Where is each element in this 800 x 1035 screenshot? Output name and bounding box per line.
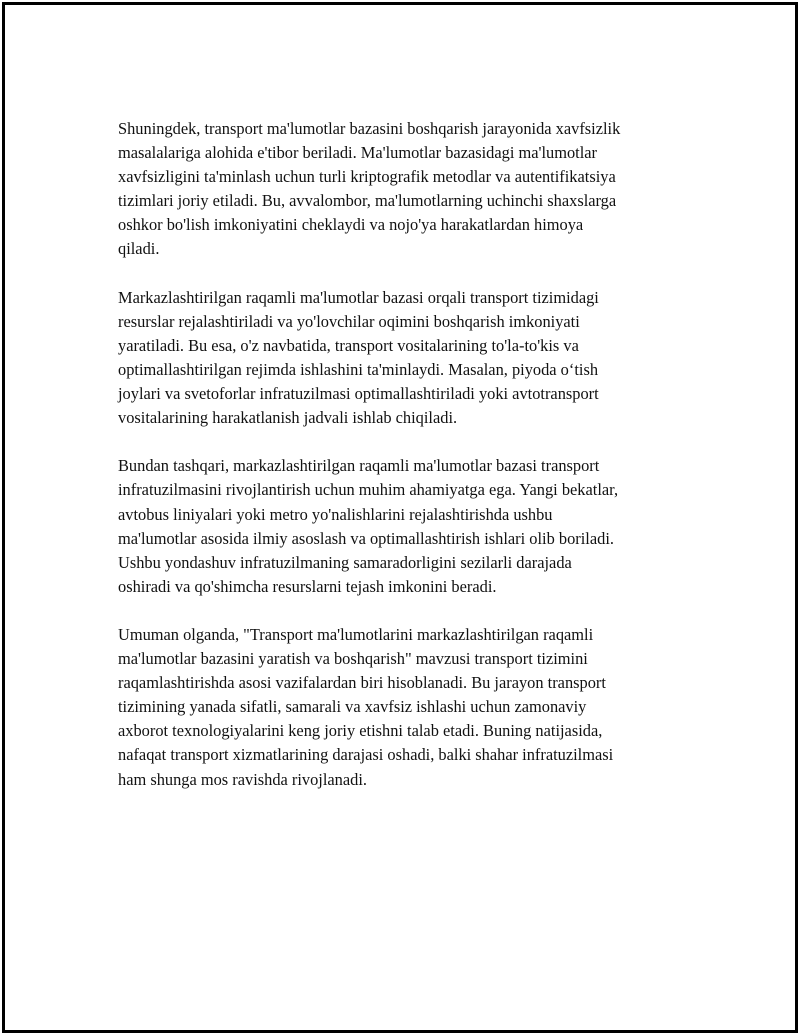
paragraph-security: Shuningdek, transport ma'lumotlar bazasini boshqarish jarayonida xavfsizlik masalalariga alohida e'tibor beriladi. Ma'lumotlar bazasidagi ma'lumotlar xavfsizligini ta'minlash uchun turli kriptografik metodlar va autentifikatsiya tizimlari joriy etiladi. Bu, avvalombor, ma'lumotlarning uchinchi shaxslarga oshkor bo'lish imkoniyatini cheklaydi va nojo'ya harakatlardan himoya qiladi. [118, 119, 621, 259]
paragraph-conclusion: Umuman olganda, "Transport ma'lumotlarini markazlashtirilgan raqamli ma'lumotlar bazasini yaratish va boshqarish" mavzusi transport tizimini raqamlashtirishda asosi vazifalardan biri hisoblanadi. Bu jarayon transport tizimining yanada sifatli, samarali va xavfsiz ishlashi uchun zamonaviy axborot texnologiyalarini keng joriy etishni talab etadi. Buning natijasida, nafaqat transport xizmatlarining darajasi oshadi, balki shahar infratuzilmasi ham shunga mos ravishda rivojlanadi. [118, 624, 614, 789]
document-body [118, 117, 684, 816]
paragraph-planning: Markazlashtirilgan raqamli ma'lumotlar bazasi orqali transport tizimidagi resurslar rejalashtiriladi va yo'lovchilar oqimini boshqarish imkoniyati yaratiladi. Bu esa, o'z navbatida, transport vositalarining to'la-to'kis va optimallashtirilgan rejimda ishlashini ta'minlaydi. Masalan, piyoda o‘tish joylari va svetoforlar infratuzilmasi optimallashtiriladi yoki avtotransport vositalarining harakatlanish jadvali ishlab chiqiladi. [118, 287, 599, 428]
paragraph-infrastructure: Bundan tashqari, markazlashtirilgan raqamli ma'lumotlar bazasi transport infratuzilmasini rivojlantirish uchun muhim ahamiyatga ega. Yangi bekatlar, avtobus liniyalari yoki metro yo'nalishlarini rejalashtirishda ushbu ma'lumotlar asosida ilmiy asoslash va optimallashtirish ishlari olib boriladi. Ushbu yondashuv infratuzilmaning samaradorligini sezilarli darajada oshiradi va qo'shimcha resurslarni tejash imkonini beradi. [118, 456, 619, 596]
